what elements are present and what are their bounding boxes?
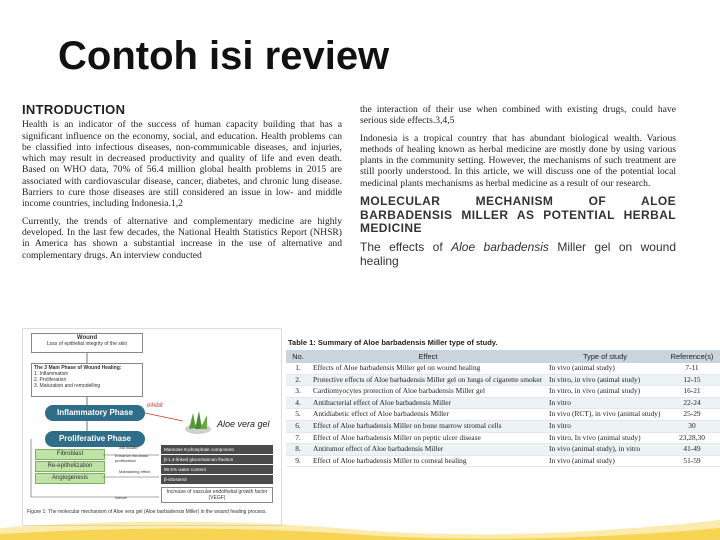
molecular-mechanism-heading: MOLECULAR MECHANISM OF ALOE BARBADENSIS MILLER AS POTENTIAL HERBAL MEDICINE — [360, 194, 676, 236]
component-water: 99.5% water content — [161, 465, 273, 474]
table-row — [286, 420, 720, 432]
yellow-swoosh-decoration — [0, 500, 720, 540]
cell-ref: 51-59 — [664, 455, 720, 467]
study-summary-table — [286, 350, 720, 467]
figure-caption: Figure 1: The molecular mechanism of Aloe vera gel (Aloe barbadensis Miller) in the wound healing process. — [27, 509, 267, 515]
slide-title: Contoh isi review — [58, 34, 390, 78]
cell-no: 3. — [286, 386, 310, 398]
subheading-suffix: Miller gel on wound healing — [360, 239, 676, 268]
table-row — [286, 363, 720, 374]
cell-type: In vitro, in vivo (animal study) — [546, 386, 664, 398]
cell-type: In vivo (animal study) — [546, 455, 664, 467]
cell-ref: 25-29 — [664, 409, 720, 421]
cell-effect: Antidiabetic effect of Aloe barbadensis Miller — [310, 409, 546, 421]
cell-no: 2. — [286, 374, 310, 386]
table-title: Table 1: Summary of Aloe barbadensis Miller type of study. — [288, 338, 498, 347]
component-sitosterol: β-sitosterol — [161, 475, 273, 484]
table-row — [286, 432, 720, 444]
cell-type: In vitro, In vivo (animal study) — [546, 432, 664, 444]
cell-no: 7. — [286, 432, 310, 444]
vegf-box: Increase of vascular endothelial growth factor (VEGF) — [161, 487, 273, 503]
wound-title: Wound — [76, 335, 98, 341]
cell-effect: Effect of Aloe barbadensis Miller on peptic ulcer disease — [310, 432, 546, 444]
left-column — [22, 104, 342, 267]
inflammatory-phase: Inflammatory Phase — [45, 405, 145, 421]
cell-ref: 30 — [664, 420, 720, 432]
cell-no: 9. — [286, 455, 310, 467]
cell-ref: 23,28,30 — [664, 432, 720, 444]
cell-ref: 22-24 — [664, 397, 720, 409]
table-row — [286, 374, 720, 386]
intro-paragraph-1: Health is an indicator of the success of human capacity building that has a significant influence on the economy, social, and education. Health problems can be classified into infectious diseases, non-communicable diseases, and injuries, which may result in decreased productivity and quality of life and even death. Based on WHO data, 70% of 56.4 million global health problems in 2015 are associated with cardiovascular disease, cancer, diabetes, and chronic lung disease. Barriers to cure those diseases are still considered an issue in low- and middle income countries, including Indonesia.1,2 — [22, 119, 342, 210]
header-reference: Reference(s) — [664, 350, 720, 363]
component-mannose: Mannose 6-phosphate component — [161, 445, 273, 454]
cell-angiogenesis: Angiogenesis — [35, 473, 105, 484]
cell-reepithelization: Re-epithelization — [35, 461, 105, 472]
header-type: Type of study — [546, 350, 664, 363]
right-paragraph-1: the interaction of their use when combined with existing drugs, could have serious side effects.3,4,5 — [360, 104, 676, 127]
proliferative-phase: Proliferative Phase — [45, 431, 145, 447]
right-column — [360, 104, 676, 268]
figure-arrows — [23, 329, 281, 509]
cell-no: 1. — [286, 363, 310, 374]
subheading-italic: Aloe barbadensis — [451, 239, 549, 254]
study-summary-table-wrap — [286, 338, 720, 467]
cell-no: 5. — [286, 409, 310, 421]
cell-effect: Cardiomyocytes protection of Aloe barbadensis Miller gel — [310, 386, 546, 398]
cell-type: In vivo (RCT), in vivo (animal study) — [546, 409, 664, 421]
table-row — [286, 386, 720, 398]
phases-title: The 3 Main Phase of Wound Healing: — [34, 365, 122, 371]
cell-ref: 12-15 — [664, 374, 720, 386]
cell-effect: Protective effects of Aloe barbadensis Miller gel on lungs of cigarette smoker — [310, 374, 546, 386]
aloe-vera-label: Aloe vera gel — [217, 419, 270, 429]
intro-paragraph-2: Currently, the trends of alternative and complementary medicine are highly developed. In the last few decades, the National Health Statistics Report (NHSR) in America has shown a substantial increase in the use of alternative and complementary drugs. An interview conducted — [22, 215, 342, 261]
table-row — [286, 397, 720, 409]
phase-item: 2. Proliferation — [34, 377, 67, 383]
cell-ref: 7-11 — [664, 363, 720, 374]
cell-type: In vitro — [546, 420, 664, 432]
cell-effect: Effect of Aloe barbadensis Miller on bone marrow stromal cells — [310, 420, 546, 432]
cell-no: 6. — [286, 420, 310, 432]
wound-subtitle: Loss of epithelial integrity of the skin — [46, 341, 128, 347]
right-paragraph-2: Indonesia is a tropical country that has abundant biological wealth. Various methods of healing known as herbal medicine are mostly done by using various plants in the community setting. However, the mechanisms of such treatment are still poorly understood. In this article, we will discuss one of the potential local medicinal plants mechanisms as herbal medicine as a result of our research. — [360, 132, 676, 189]
table-row — [286, 409, 720, 421]
header-effect: Effect — [310, 350, 546, 363]
subheading-prefix: The effects of — [360, 239, 452, 254]
cell-effect: Antitumor effect of Aloe barbadensis Miller — [310, 444, 546, 456]
table-row — [286, 455, 720, 467]
phase-item: 1. Inflammation — [34, 371, 69, 377]
cell-type: In vitro, in vivo (animal study) — [546, 374, 664, 386]
cell-effect: Effects of Aloe barbadensis Miller gel on wound healing — [310, 363, 546, 374]
cell-ref: 16-21 — [664, 386, 720, 398]
phase-item: 3. Maturation and remodelling — [34, 383, 101, 389]
table-row — [286, 444, 720, 456]
cell-effect: Antibacterial effect of Aloe barbadensis Miller — [310, 397, 546, 409]
cell-no: 8. — [286, 444, 310, 456]
introduction-heading: INTRODUCTION — [22, 102, 126, 117]
cell-effect: Effect of Aloe barbadensis Miller to corneal healing — [310, 455, 546, 467]
inhibit-label: inhibit — [147, 403, 163, 409]
cell-ref: 41-49 — [664, 444, 720, 456]
stimulate-sub: Enhance fibroblast proliferation — [115, 453, 149, 463]
cell-type: In vivo (animal study), in vitro — [546, 444, 664, 456]
table-header-row — [286, 350, 720, 363]
cell-type: In vitro — [546, 397, 664, 409]
cell-no: 4. — [286, 397, 310, 409]
stimulate-label: Stimulate — [119, 445, 138, 450]
cell-fibroblast: Fibroblast — [35, 449, 105, 460]
aloe-effects-subheading — [360, 240, 676, 268]
induce-label: induce — [115, 495, 127, 500]
component-glucomannan: β-1,4-linked glucomannan fraction — [161, 455, 273, 464]
wound-healing-figure — [22, 328, 282, 526]
maintaining-label: Maintaining effect — [119, 469, 151, 474]
cell-type: In vivo (animal study) — [546, 363, 664, 374]
header-no: No. — [286, 350, 310, 363]
